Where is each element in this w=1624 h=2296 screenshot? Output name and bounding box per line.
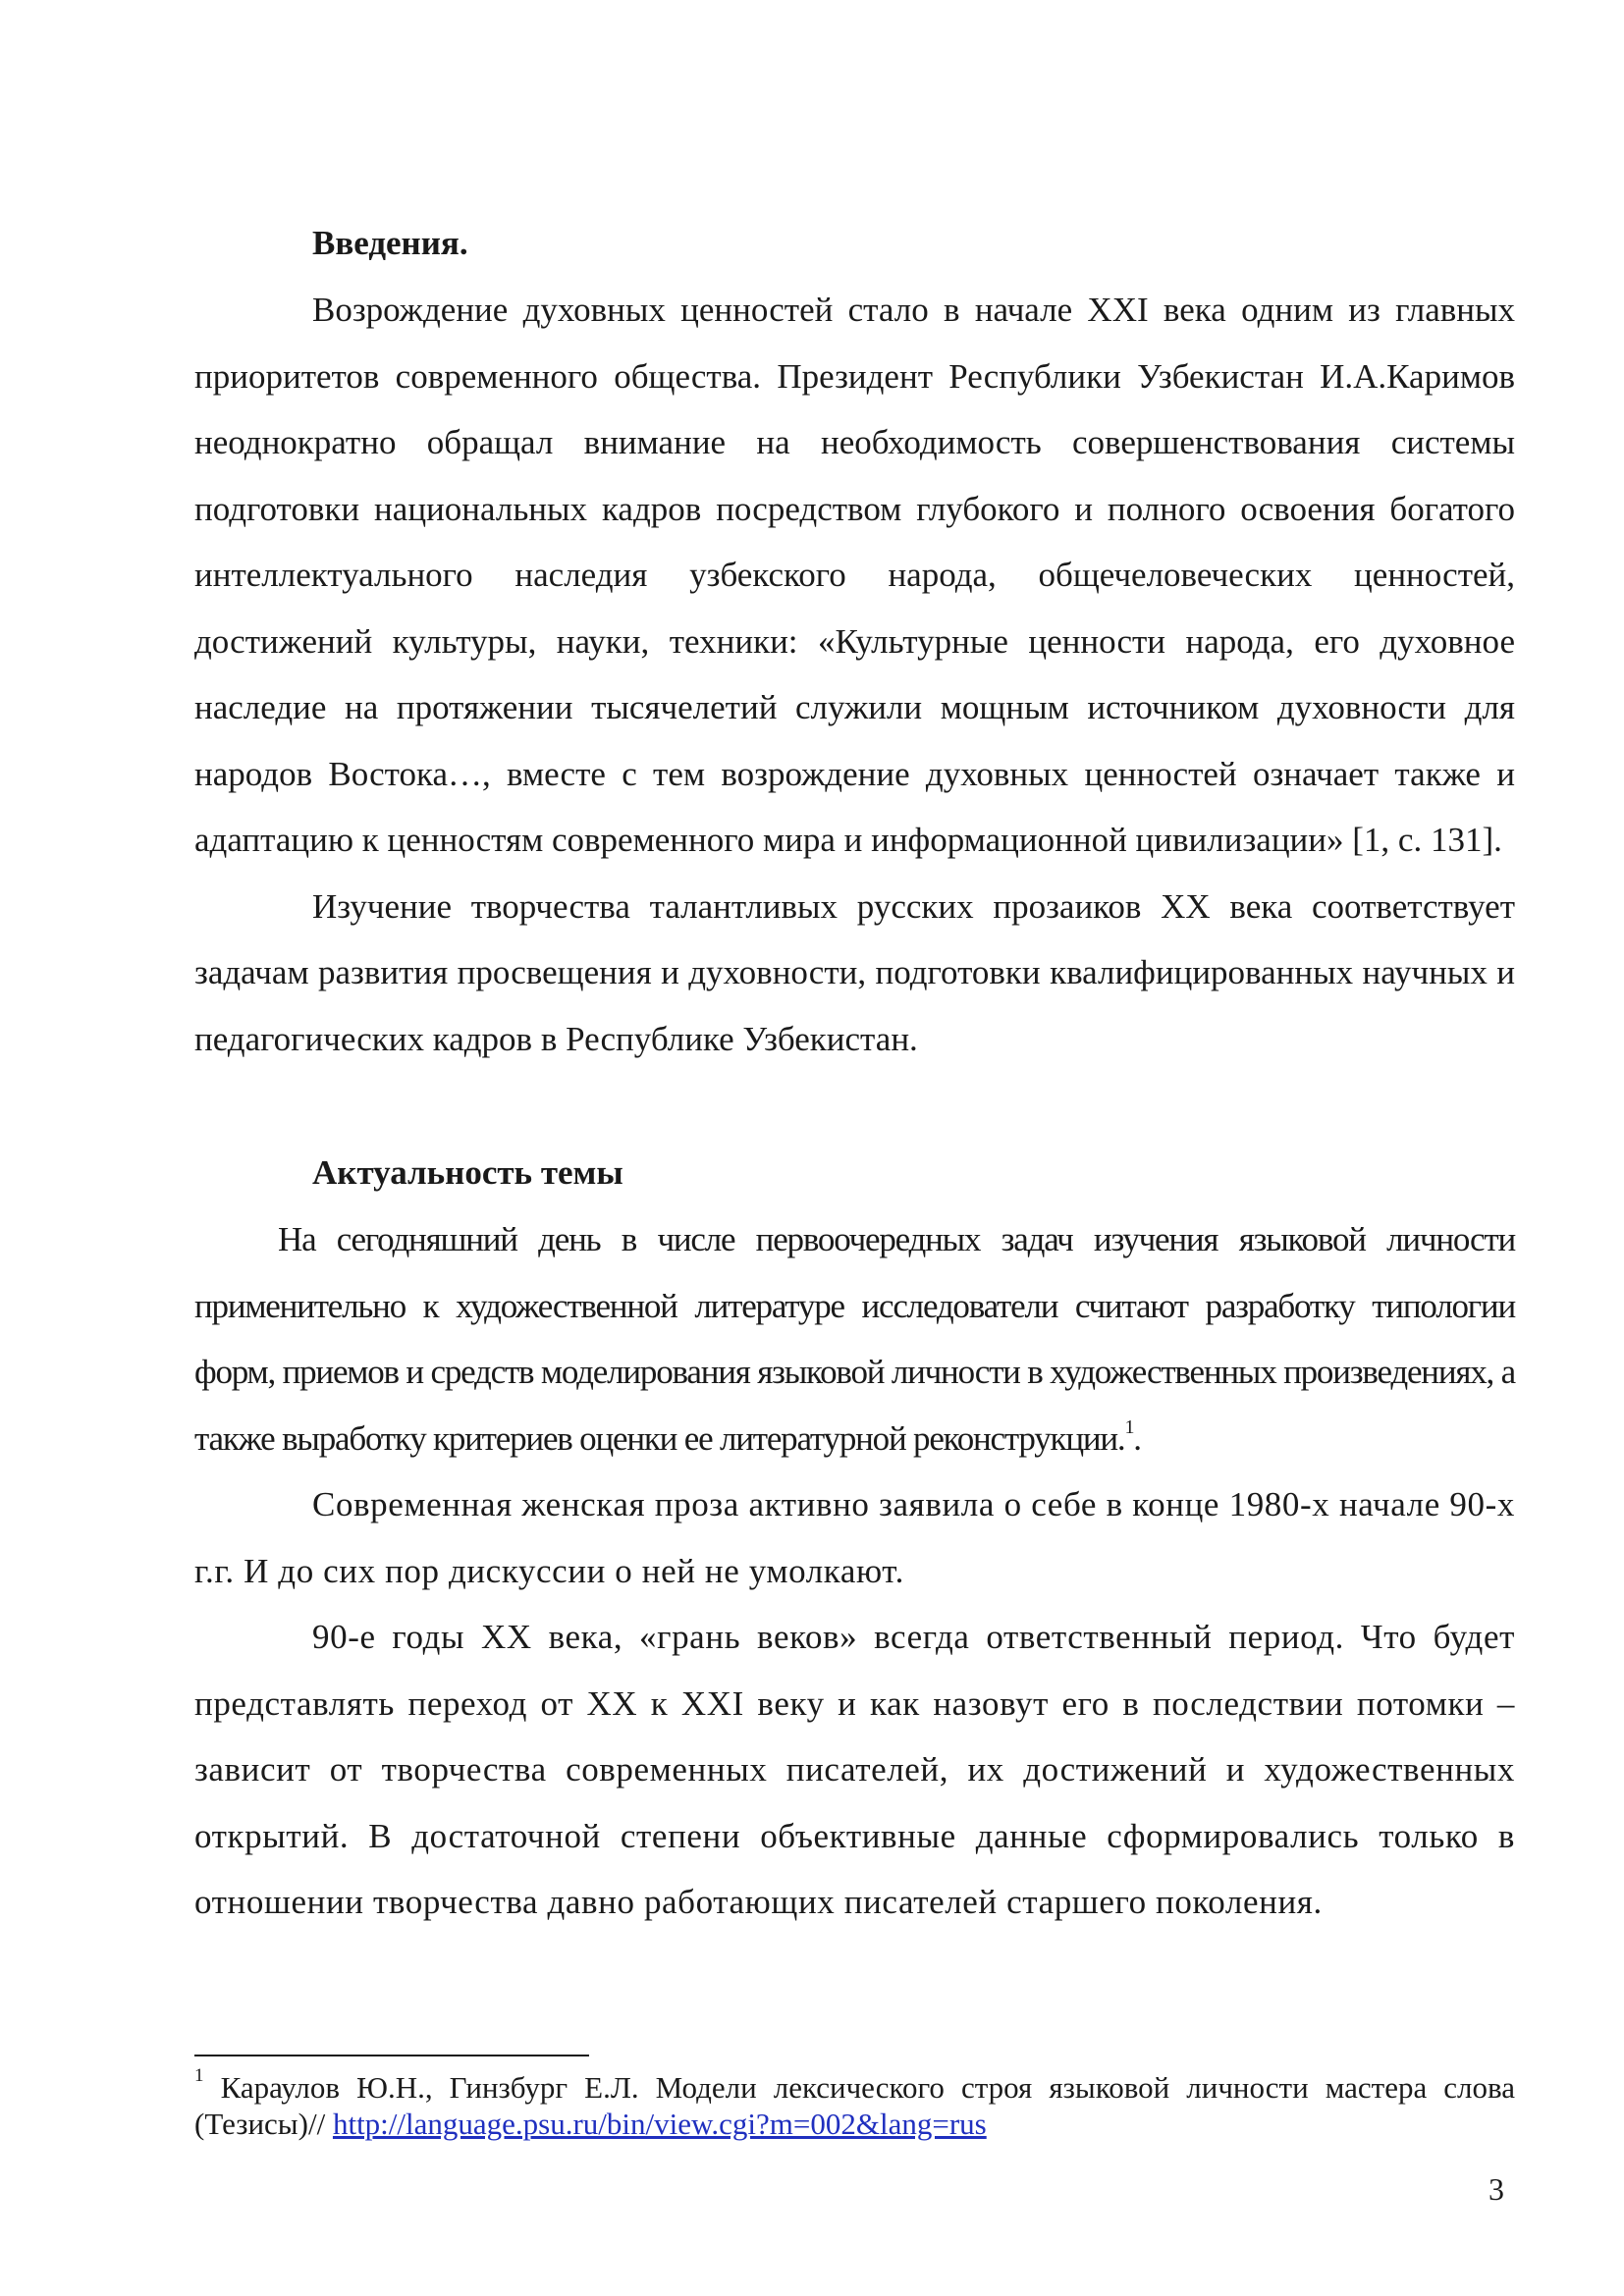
page-number: 3 bbox=[1489, 2171, 1504, 2207]
footnote-text: Караулов Ю.Н., Гинзбург Е.Л. Модели лексического строя языковой личности мастера слова (Тезисы)// bbox=[194, 2070, 1515, 2141]
paragraph-womens-prose: Современная женская проза активно заявила о себе в конце 1980-х начале 90-х г.г. И до сих пор дискуссии о ней не умолкают. bbox=[194, 1485, 1515, 1590]
footnote bbox=[194, 2064, 1515, 2142]
paragraph-revival: Возрождение духовных ценностей стало в начале XXI века одним из главных приоритетов современного общества. Президент Республики Узбекистан И.А.Каримов неоднократно обращал внимание на необходимость совершенствования системы подготовки национальных кадров посредством глубокого и полного освоения богатого интеллектуального наследия узбекского народа, общечеловеческих ценностей, достижений культуры, науки, техники: «Культурные ценности народа, его духовное наследие на протяжении тысячелетий служили мощным источником духовности для народов Востока…, вместе с тем возрождение духовных ценностей означает также и адаптацию к ценностям современного мира и информационной цивилизации» [1, с. 131]. bbox=[194, 291, 1515, 859]
paragraph-end-period: . bbox=[1133, 1418, 1141, 1458]
heading-introduction: Введения. bbox=[312, 224, 468, 262]
footnote-reference[interactable]: 1 bbox=[1124, 1415, 1134, 1438]
intro-section bbox=[194, 210, 1515, 1072]
paragraph-language-personality bbox=[194, 1206, 1515, 1471]
paragraph-study: Изучение творчества талантливых русских прозаиков ХХ века соответствует задачам развития просвещения и духовности, подготовки квалифицированных научных и педагогических кадров в Республике Узбекистан. bbox=[194, 886, 1515, 1058]
heading-relevance: Актуальность темы bbox=[312, 1153, 623, 1192]
footnote-separator bbox=[194, 2055, 589, 2056]
footnote-mark: 1 bbox=[194, 2064, 204, 2086]
paragraph-nineties: 90-е годы ХХ века, «грань веков» всегда ответственный период. Что будет представлять переход от ХХ к XXI веку и как назовут его в последствии потомки – зависит от творчества современных писателей, их достижений и художественных открытий. В достаточной степени объективные данные сформировались только в отношении творчества давно работающих писателей старшего поколения. bbox=[194, 1618, 1515, 1921]
relevance-section bbox=[194, 1140, 1515, 1936]
paragraph-language-personality-text: На сегодняшний день в числе первоочередных задач изучения языковой личности применительно к художественной литературе исследователи считают разработку типологии форм, приемов и средств моделирования языковой личности в художественных произведениях, а также выработку критериев оценки ее литературной реконструкции. bbox=[194, 1220, 1515, 1458]
footnote-link[interactable]: http://language.psu.ru/bin/view.cgi?m=002&lang=rus bbox=[332, 2107, 987, 2141]
